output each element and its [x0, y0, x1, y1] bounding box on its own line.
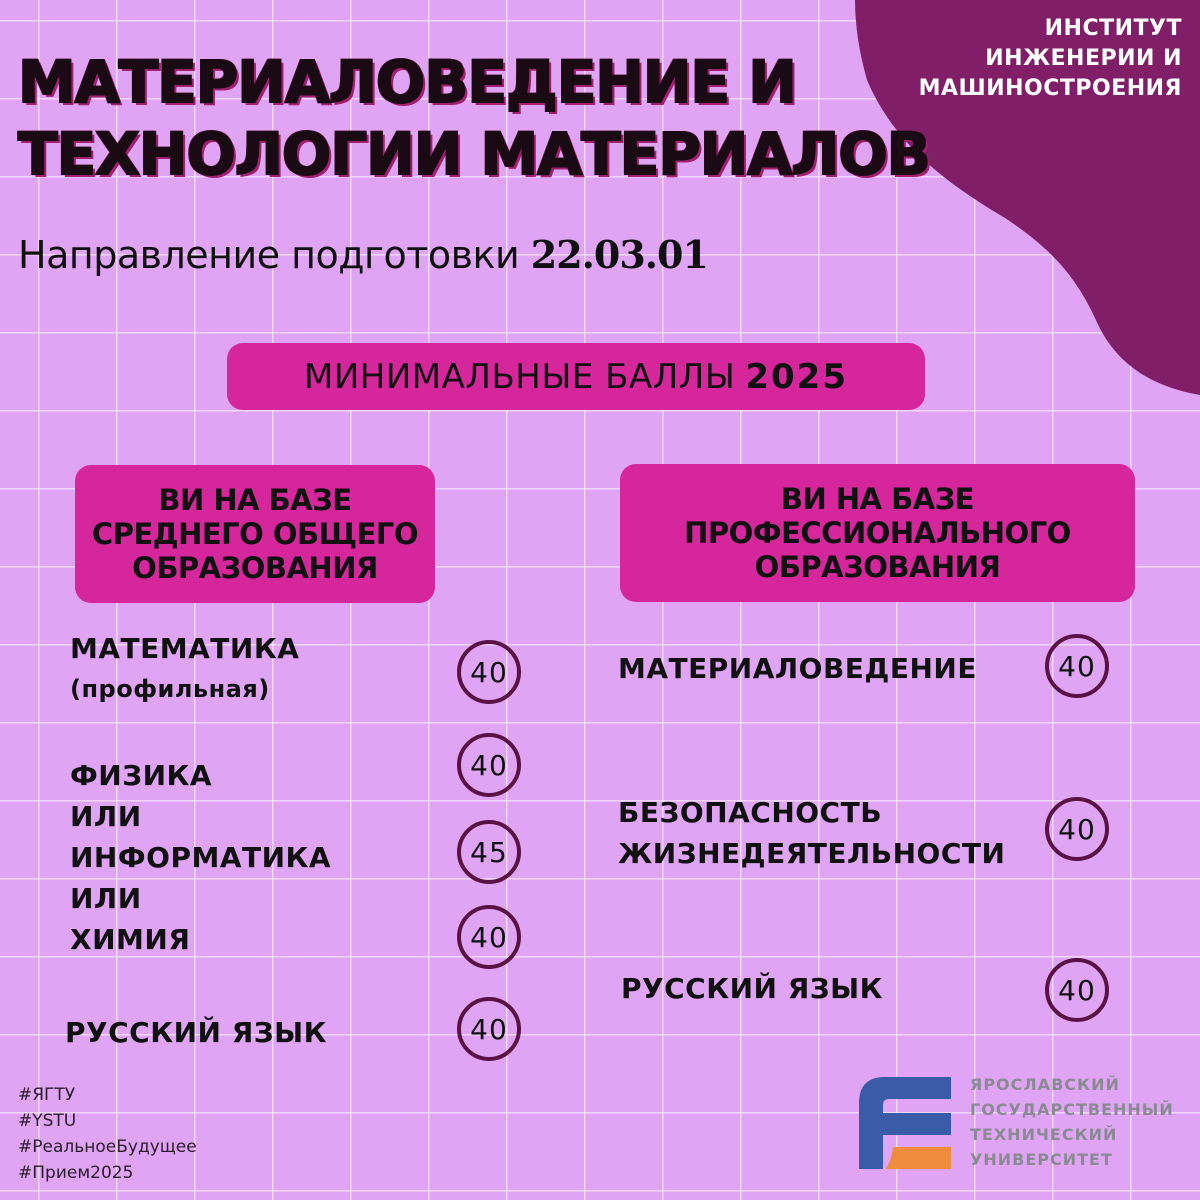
header-line: ВИ НА БАЗЕ — [780, 482, 975, 516]
score-russian-right: 40 — [1045, 958, 1109, 1022]
hashtag-list — [18, 1082, 197, 1186]
program-subtitle — [18, 230, 708, 280]
page-title — [18, 46, 930, 190]
hashtag: #YSTU — [18, 1111, 77, 1131]
score-materials: 40 — [1045, 634, 1109, 698]
subject-label: ЖИЗНЕДЕЯТЕЛЬНОСТИ — [618, 837, 1006, 870]
subject-russian-left: РУССКИЙ ЯЗЫК — [65, 1016, 328, 1049]
left-column-header — [75, 465, 435, 603]
score-math: 40 — [457, 640, 521, 704]
subject-connector: ИЛИ — [70, 800, 142, 833]
institute-line: ИНСТИТУТ — [1044, 16, 1182, 41]
score-physics: 40 — [457, 733, 521, 797]
score-safety: 40 — [1045, 797, 1109, 861]
subject-materials: МАТЕРИАЛОВЕДЕНИЕ — [618, 652, 977, 685]
min-scores-banner — [227, 343, 925, 410]
header-line: ВИ НА БАЗЕ — [158, 483, 352, 517]
subject-connector: ИЛИ — [70, 882, 142, 915]
subject-alternatives — [70, 755, 331, 960]
university-name-line: УНИВЕРСИТЕТ — [970, 1150, 1113, 1169]
program-code: 22.03.01 — [530, 232, 708, 277]
subject-math — [70, 628, 299, 710]
program-label: Направление подготовки — [18, 233, 520, 277]
subject-safety — [618, 792, 1005, 874]
subject-label: БЕЗОПАСНОСТЬ — [618, 796, 883, 829]
institute-line: МАШИНОСТРОЕНИЯ — [918, 76, 1182, 101]
university-logo-icon — [855, 1073, 955, 1169]
min-scores-year: 2025 — [745, 356, 848, 397]
university-name-line: ЯРОСЛАВСКИЙ — [970, 1075, 1120, 1094]
subject-russian-right: РУССКИЙ ЯЗЫК — [621, 972, 884, 1005]
hashtag: #ЯГТУ — [18, 1085, 76, 1105]
subject-label: ФИЗИКА — [70, 759, 213, 792]
university-name-line: ТЕХНИЧЕСКИЙ — [970, 1125, 1118, 1144]
score-informatics: 45 — [457, 820, 521, 884]
institute-line: ИНЖЕНЕРИИ И — [985, 46, 1182, 71]
header-line: ОБРАЗОВАНИЯ — [754, 550, 1001, 584]
header-line: ОБРАЗОВАНИЯ — [132, 551, 378, 585]
score-russian-left: 40 — [457, 997, 521, 1061]
hashtag: #Прием2025 — [18, 1163, 134, 1183]
header-line: СРЕДНЕГО ОБЩЕГО — [91, 517, 419, 551]
score-chemistry: 40 — [457, 905, 521, 969]
hashtag: #РеальноеБудущее — [18, 1137, 197, 1157]
subject-label: МАТЕМАТИКА — [70, 632, 300, 665]
university-name-line: ГОСУДАРСТВЕННЫЙ — [970, 1100, 1174, 1119]
title-line: МАТЕРИАЛОВЕДЕНИЕ И — [18, 48, 796, 116]
subject-label: ИНФОРМАТИКА — [70, 841, 332, 874]
subject-label: ХИМИЯ — [70, 923, 191, 956]
title-line: ТЕХНОЛОГИИ МАТЕРИАЛОВ — [18, 120, 930, 188]
header-line: ПРОФЕССИОНАЛЬНОГО — [684, 516, 1071, 550]
subject-note: (профильная) — [70, 675, 270, 703]
right-column-header — [620, 464, 1135, 602]
min-scores-label: МИНИМАЛЬНЫЕ БАЛЛЫ — [304, 356, 736, 397]
university-name — [970, 1072, 1174, 1172]
